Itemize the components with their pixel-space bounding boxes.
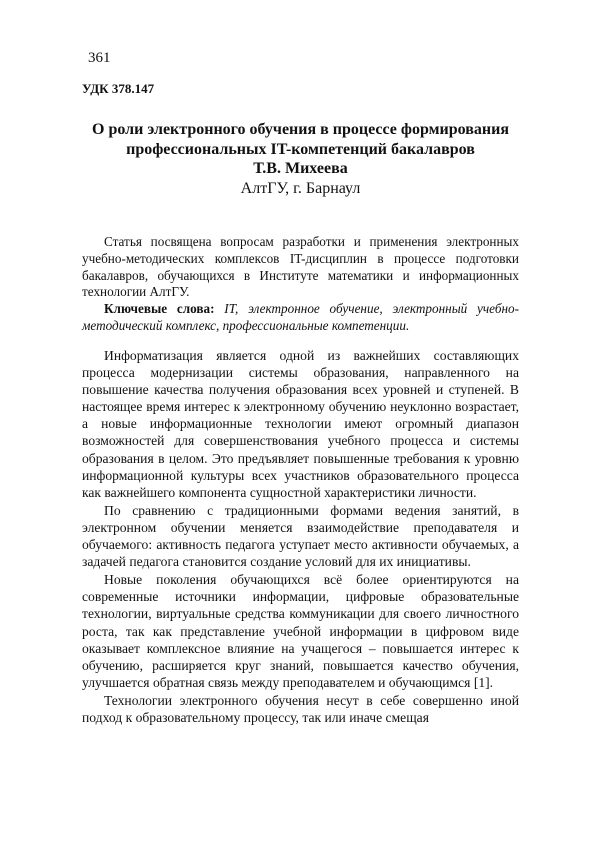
author-affiliation: АлтГУ, г. Барнаул xyxy=(240,179,361,197)
article-title: О роли электронного обучения в процессе формирования профессиональных IT-компетенций бакалавров xyxy=(92,121,509,158)
keywords-text: IT, электронное обучение, электронный учебно-методический комплекс, профессиональные компетенции. xyxy=(82,301,519,333)
keywords-line xyxy=(82,301,519,335)
author-name: Т.В. Михеева xyxy=(253,160,348,177)
udk-code: УДК 378.147 xyxy=(82,81,155,96)
page-number: 361 xyxy=(88,50,111,66)
body-paragraph: По сравнению с традиционными формами ведения занятий, в электронном обучении меняется взаимодействие преподавателя и обучаемого: активность педагога уступает место активности обучаемых, а задачей педагога становится создание условий для их инициативы. xyxy=(82,502,519,570)
body-paragraph: Информатизация является одной из важнейших составляющих процесса модернизации системы образования, направленного на повышение качества получения образования всех уровней и ступеней. В настоящее время интерес к электронному обучению неуклонно возрастает, а новые информационные технологии имеют огромный диапазон возможностей для совершенствования учебного процесса и системы образования в целом. Это предъявляет повышенные требования к уровню информационной культуры всех участников образовательного процесса как важнейшего компонента сущностной характеристики личности. xyxy=(82,348,519,500)
abstract-section xyxy=(82,234,519,335)
body-paragraph: Технологии электронного обучения несут в себе совершенно иной подход к образовательному процессу, так или иначе смещая xyxy=(82,692,519,725)
body-paragraph: Новые поколения обучающихся всё более ориентируются на современные источники информации, цифровые образовательные технологии, виртуальные средства коммуникации для своего личностного роста, так как представление учебной информации в цифровом виде оказывает комплексное влияние на учащегося – повышается интерес к обучению, расширяется круг знаний, повышается качество обучения, улучшается обратная связь между преподавателем и обучающимся [1]. xyxy=(82,572,519,690)
title-block xyxy=(82,120,519,199)
abstract-text: Статья посвящена вопросам разработки и применения электронных учебно-методических комплексов IT-дисциплин в процессе подготовки бакалавров, обучающихся в Институте математики и информационных технологии АлтГУ. xyxy=(82,234,519,300)
article-body xyxy=(82,347,519,727)
keywords-label: Ключевые слова: xyxy=(104,301,215,317)
